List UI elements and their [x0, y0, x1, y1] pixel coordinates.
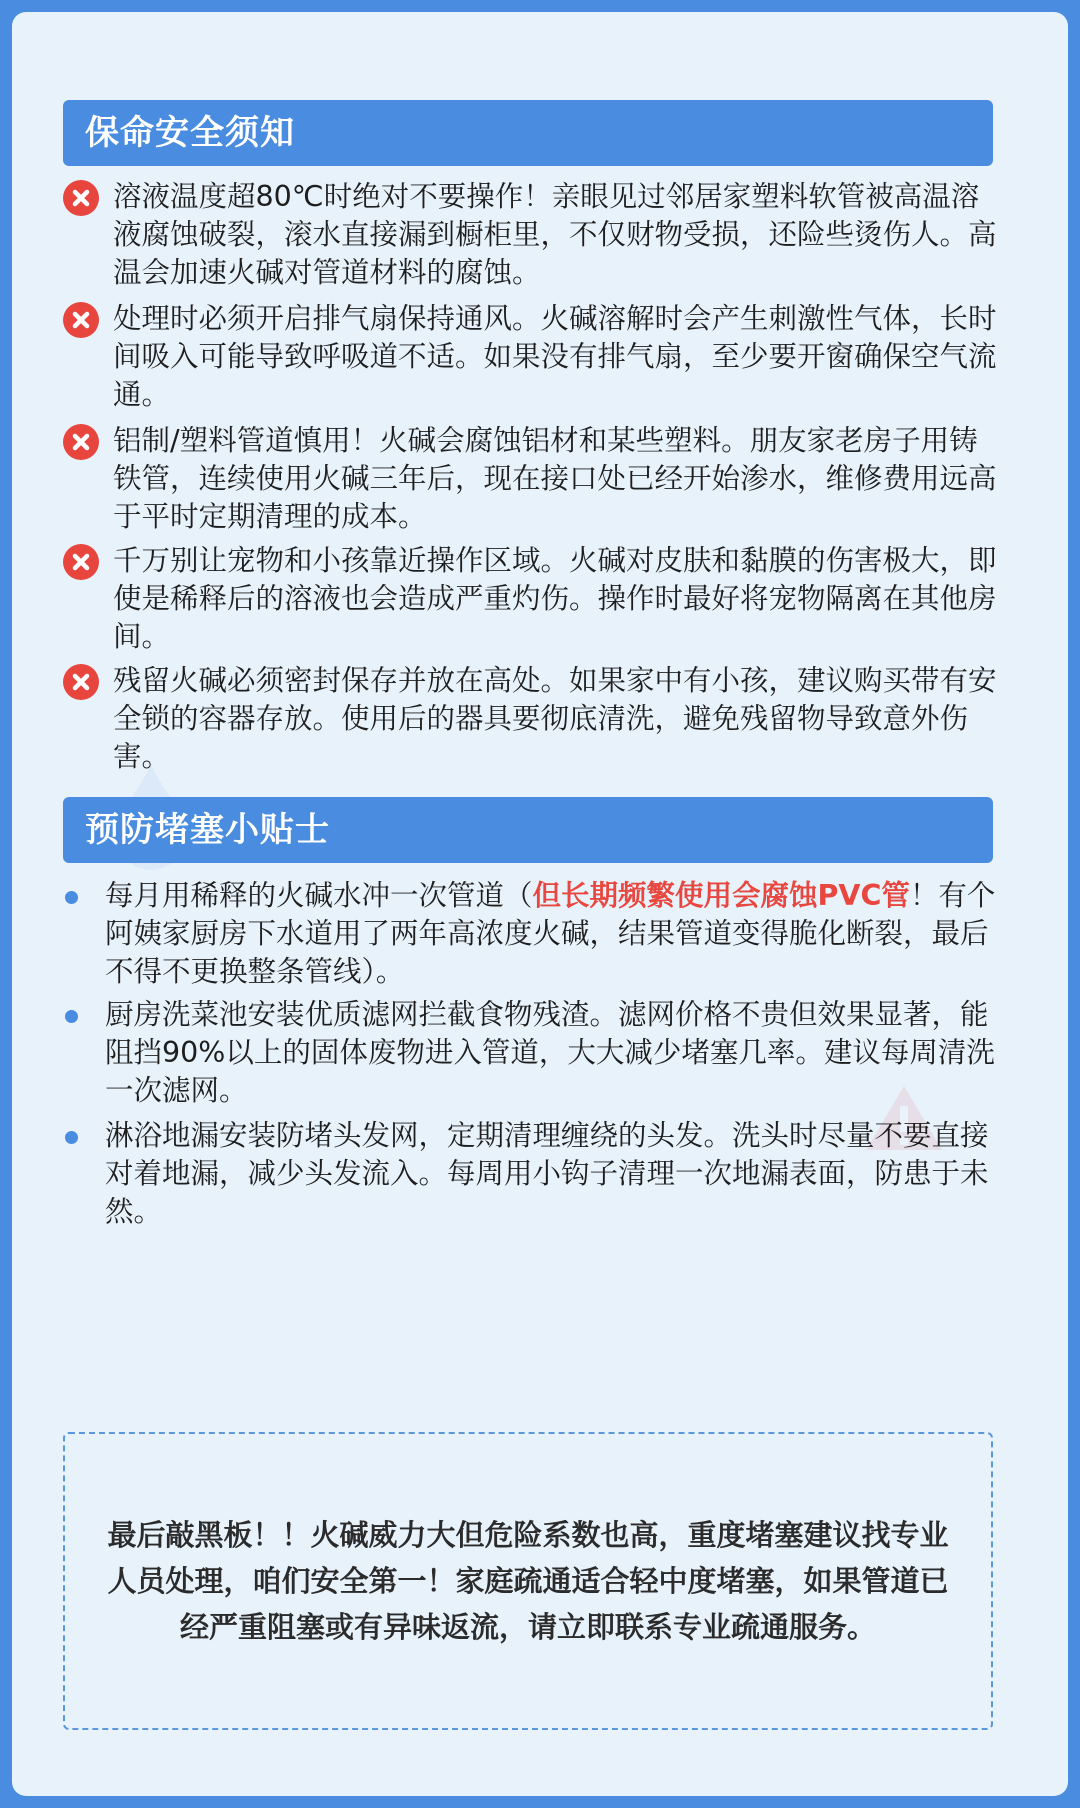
tip-item-text: 淋浴地漏安装防堵头发网，定期清理缠绕的头发。洗头时尽量不要直接对着地漏，减少头发流入。每周用小钩子清理一次地漏表面，防患于未然。: [105, 1119, 989, 1228]
warning-highlight: 但长期频繁使用会腐蚀PVC管: [532, 879, 910, 912]
safety-item-text: 铝制/塑料管道慎用！火碱会腐蚀铝材和某些塑料。朋友家老房子用铸铁管，连续使用火碱三年后，现在接口处已经开始渗水，维修费用远高于平时定期清理的成本。: [113, 424, 997, 533]
safety-item: [63, 422, 1003, 536]
safety-section-title: 保命安全须知: [63, 100, 993, 166]
tip-item-text: 每月用稀释的火碱水冲一次管道（但长期频繁使用会腐蚀PVC管！有个阿姨家厨房下水道用了两年高浓度火碱，结果管道变得脆化断裂，最后不得不更换整条管线）。: [105, 879, 996, 988]
safety-item: [63, 662, 1003, 776]
x-circle-icon: [63, 302, 99, 338]
final-note-text: 最后敲黑板！！火碱威力大但危险系数也高，重度堵塞建议找专业人员处理，咱们安全第一！家庭疏通适合轻中度堵塞，如果管道已经严重阻塞或有异味返流，请立即联系专业疏通服务。: [107, 1518, 949, 1644]
bullet-dot-icon: [65, 891, 78, 904]
safety-item-text: 千万别让宠物和小孩靠近操作区域。火碱对皮肤和黏膜的伤害极大，即使是稀释后的溶液也会造成严重灼伤。操作时最好将宠物隔离在其他房间。: [113, 544, 997, 653]
tip-item-text: 厨房洗菜池安装优质滤网拦截食物残渣。滤网价格不贵但效果显著，能阻挡90%以上的固体废物进入管道，大大减少堵塞几率。建议每周清洗一次滤网。: [105, 998, 995, 1107]
tip-item: [63, 996, 1003, 1110]
x-circle-icon: [63, 664, 99, 700]
x-circle-icon: [63, 424, 99, 460]
safety-item-text: 残留火碱必须密封保存并放在高处。如果家中有小孩，建议购买带有安全锁的容器存放。使用后的器具要彻底清洗，避免残留物导致意外伤害。: [113, 664, 997, 773]
safety-item-text: 处理时必须开启排气扇保持通风。火碱溶解时会产生刺激性气体，长时间吸入可能导致呼吸道不适。如果没有排气扇，至少要开窗确保空气流通。: [113, 302, 997, 411]
final-note-box: [63, 1432, 993, 1730]
safety-item-text: 溶液温度超80℃时绝对不要操作！亲眼见过邻居家塑料软管被高温溶液腐蚀破裂，滚水直接漏到橱柜里，不仅财物受损，还险些烫伤人。高温会加速火碱对管道材料的腐蚀。: [113, 180, 997, 289]
safety-item: [63, 542, 1003, 656]
safety-item: [63, 178, 1003, 292]
tip-item: [63, 1117, 1003, 1231]
x-circle-icon: [63, 180, 99, 216]
bullet-dot-icon: [65, 1010, 78, 1023]
tips-section-title: 预防堵塞小贴士: [63, 797, 993, 863]
bullet-dot-icon: [65, 1131, 78, 1144]
safety-item: [63, 300, 1003, 414]
x-circle-icon: [63, 544, 99, 580]
tip-item: [63, 877, 1003, 991]
